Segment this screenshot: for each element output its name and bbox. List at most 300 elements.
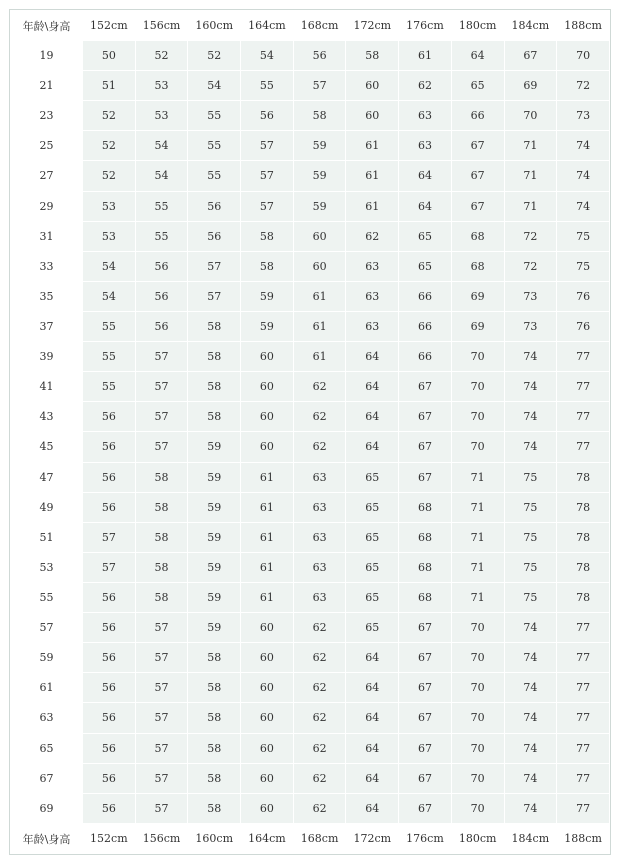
weight-cell: 63	[294, 493, 346, 522]
weight-cell: 76	[557, 282, 609, 311]
weight-cell: 67	[505, 41, 557, 70]
weight-cell: 62	[294, 734, 346, 763]
weight-cell: 67	[399, 734, 451, 763]
weight-cell: 65	[452, 71, 504, 100]
age-cell: 51	[11, 523, 82, 552]
weight-cell: 56	[83, 703, 135, 732]
weight-cell: 57	[136, 402, 188, 431]
weight-cell: 75	[505, 553, 557, 582]
table-row	[11, 432, 609, 461]
weight-cell: 62	[294, 613, 346, 642]
weight-cell: 56	[136, 282, 188, 311]
header-column-height: 156cm	[136, 11, 188, 40]
weight-cell: 71	[505, 192, 557, 221]
age-cell: 21	[11, 71, 82, 100]
header-column-height: 168cm	[294, 11, 346, 40]
weight-cell: 57	[188, 252, 240, 281]
weight-cell: 54	[83, 282, 135, 311]
weight-cell: 66	[399, 312, 451, 341]
weight-cell: 63	[346, 282, 398, 311]
weight-cell: 58	[188, 372, 240, 401]
footer-column-height: 160cm	[188, 824, 240, 853]
weight-cell: 64	[346, 643, 398, 672]
weight-cell: 68	[399, 493, 451, 522]
table-row	[11, 41, 609, 70]
age-cell: 69	[11, 794, 82, 823]
weight-cell: 50	[83, 41, 135, 70]
age-cell: 49	[11, 493, 82, 522]
footer-column-height: 164cm	[241, 824, 293, 853]
weight-cell: 72	[505, 222, 557, 251]
age-cell: 61	[11, 673, 82, 702]
weight-cell: 63	[399, 131, 451, 160]
weight-cell: 52	[83, 101, 135, 130]
weight-cell: 62	[294, 402, 346, 431]
weight-cell: 71	[452, 463, 504, 492]
footer-column-height: 188cm	[557, 824, 609, 853]
table-row	[11, 71, 609, 100]
weight-cell: 68	[452, 222, 504, 251]
weight-cell: 69	[452, 282, 504, 311]
weight-cell: 74	[505, 613, 557, 642]
age-cell: 25	[11, 131, 82, 160]
table-row	[11, 613, 609, 642]
table-row	[11, 222, 609, 251]
weight-cell: 70	[452, 703, 504, 732]
weight-cell: 57	[136, 764, 188, 793]
weight-cell: 75	[505, 463, 557, 492]
header-column-height: 180cm	[452, 11, 504, 40]
header-column-height: 172cm	[346, 11, 398, 40]
weight-cell: 64	[346, 703, 398, 732]
weight-cell: 60	[241, 372, 293, 401]
weight-cell: 57	[188, 282, 240, 311]
weight-cell: 70	[452, 643, 504, 672]
weight-cell: 55	[188, 101, 240, 130]
weight-cell: 59	[294, 161, 346, 190]
weight-cell: 72	[505, 252, 557, 281]
weight-cell: 62	[294, 703, 346, 732]
weight-cell: 67	[399, 794, 451, 823]
weight-cell: 54	[241, 41, 293, 70]
weight-cell: 58	[188, 764, 240, 793]
age-cell: 67	[11, 764, 82, 793]
weight-cell: 65	[346, 523, 398, 552]
weight-cell: 59	[294, 131, 346, 160]
weight-cell: 57	[241, 192, 293, 221]
table-row	[11, 402, 609, 431]
footer-column-height: 172cm	[346, 824, 398, 853]
weight-cell: 59	[188, 463, 240, 492]
weight-cell: 58	[188, 734, 240, 763]
table-row	[11, 794, 609, 823]
weight-cell: 71	[505, 161, 557, 190]
weight-cell: 60	[294, 252, 346, 281]
weight-cell: 58	[294, 101, 346, 130]
age-cell: 33	[11, 252, 82, 281]
weight-cell: 59	[241, 312, 293, 341]
weight-cell: 57	[241, 131, 293, 160]
weight-cell: 61	[294, 282, 346, 311]
weight-cell: 55	[241, 71, 293, 100]
weight-cell: 59	[188, 583, 240, 612]
weight-cell: 57	[136, 794, 188, 823]
weight-cell: 58	[136, 583, 188, 612]
weight-cell: 59	[188, 523, 240, 552]
weight-cell: 67	[399, 703, 451, 732]
table-row	[11, 312, 609, 341]
weight-cell: 58	[188, 673, 240, 702]
weight-cell: 59	[188, 553, 240, 582]
weight-cell: 60	[294, 222, 346, 251]
table-row	[11, 673, 609, 702]
weight-cell: 64	[346, 372, 398, 401]
weight-cell: 76	[557, 312, 609, 341]
table-row	[11, 553, 609, 582]
weight-cell: 70	[452, 402, 504, 431]
weight-cell: 66	[399, 282, 451, 311]
weight-cell: 56	[83, 583, 135, 612]
weight-cell: 70	[452, 794, 504, 823]
weight-cell: 58	[188, 643, 240, 672]
weight-cell: 55	[188, 161, 240, 190]
age-cell: 57	[11, 613, 82, 642]
table-row	[11, 161, 609, 190]
weight-cell: 55	[136, 192, 188, 221]
weight-cell: 52	[136, 41, 188, 70]
weight-cell: 63	[294, 583, 346, 612]
age-cell: 65	[11, 734, 82, 763]
weight-cell: 60	[241, 402, 293, 431]
weight-cell: 64	[346, 402, 398, 431]
age-cell: 53	[11, 553, 82, 582]
weight-cell: 65	[346, 463, 398, 492]
weight-cell: 78	[557, 463, 609, 492]
weight-cell: 53	[83, 222, 135, 251]
weight-cell: 74	[505, 764, 557, 793]
age-cell: 29	[11, 192, 82, 221]
header-column-height: 152cm	[83, 11, 135, 40]
weight-cell: 70	[452, 673, 504, 702]
weight-cell: 62	[399, 71, 451, 100]
weight-cell: 74	[557, 131, 609, 160]
weight-cell: 58	[188, 703, 240, 732]
weight-cell: 56	[83, 402, 135, 431]
weight-cell: 61	[241, 523, 293, 552]
table-row	[11, 764, 609, 793]
weight-cell: 57	[241, 161, 293, 190]
weight-cell: 61	[346, 192, 398, 221]
table-row	[11, 342, 609, 371]
weight-cell: 78	[557, 583, 609, 612]
weight-cell: 62	[294, 372, 346, 401]
weight-cell: 68	[399, 523, 451, 552]
weight-cell: 56	[83, 643, 135, 672]
weight-cell: 64	[399, 192, 451, 221]
age-cell: 35	[11, 282, 82, 311]
weight-cell: 75	[505, 493, 557, 522]
header-column-height: 160cm	[188, 11, 240, 40]
weight-cell: 56	[188, 192, 240, 221]
weight-cell: 71	[452, 553, 504, 582]
table-header	[11, 11, 609, 40]
table-row	[11, 101, 609, 130]
weight-cell: 62	[294, 432, 346, 461]
weight-cell: 60	[241, 613, 293, 642]
weight-cell: 74	[505, 372, 557, 401]
weight-cell: 65	[346, 493, 398, 522]
weight-cell: 56	[83, 764, 135, 793]
weight-cell: 56	[294, 41, 346, 70]
age-cell: 23	[11, 101, 82, 130]
weight-cell: 57	[294, 71, 346, 100]
weight-cell: 70	[452, 613, 504, 642]
weight-cell: 60	[241, 794, 293, 823]
weight-cell: 52	[188, 41, 240, 70]
weight-cell: 60	[241, 764, 293, 793]
footer-column-height: 168cm	[294, 824, 346, 853]
weight-cell: 55	[136, 222, 188, 251]
weight-cell: 65	[346, 613, 398, 642]
weight-cell: 67	[399, 432, 451, 461]
age-cell: 63	[11, 703, 82, 732]
weight-cell: 67	[452, 131, 504, 160]
weight-cell: 58	[136, 463, 188, 492]
weight-cell: 61	[241, 553, 293, 582]
age-cell: 55	[11, 583, 82, 612]
weight-cell: 55	[188, 131, 240, 160]
weight-cell: 62	[294, 764, 346, 793]
weight-height-age-table	[10, 10, 610, 854]
weight-cell: 67	[399, 613, 451, 642]
weight-cell: 67	[399, 764, 451, 793]
weight-cell: 71	[452, 523, 504, 552]
weight-cell: 78	[557, 493, 609, 522]
weight-cell: 77	[557, 613, 609, 642]
table-row	[11, 282, 609, 311]
weight-cell: 58	[136, 493, 188, 522]
age-cell: 41	[11, 372, 82, 401]
weight-cell: 71	[505, 131, 557, 160]
age-cell: 59	[11, 643, 82, 672]
weight-cell: 57	[83, 553, 135, 582]
weight-cell: 59	[188, 432, 240, 461]
table-row	[11, 192, 609, 221]
footer-row	[11, 824, 609, 853]
weight-cell: 58	[241, 252, 293, 281]
table-row	[11, 463, 609, 492]
age-cell: 27	[11, 161, 82, 190]
weight-cell: 61	[241, 463, 293, 492]
weight-cell: 53	[136, 101, 188, 130]
weight-cell: 56	[83, 734, 135, 763]
weight-cell: 68	[452, 252, 504, 281]
footer-column-height: 176cm	[399, 824, 451, 853]
weight-cell: 77	[557, 764, 609, 793]
weight-cell: 58	[136, 553, 188, 582]
weight-cell: 61	[241, 493, 293, 522]
weight-cell: 70	[452, 734, 504, 763]
weight-cell: 78	[557, 553, 609, 582]
weight-cell: 58	[136, 523, 188, 552]
weight-cell: 74	[505, 402, 557, 431]
weight-cell: 60	[346, 71, 398, 100]
weight-cell: 59	[241, 282, 293, 311]
weight-cell: 74	[505, 734, 557, 763]
weight-cell: 65	[399, 222, 451, 251]
weight-cell: 73	[505, 282, 557, 311]
weight-cell: 56	[83, 794, 135, 823]
table-row	[11, 583, 609, 612]
table-row	[11, 252, 609, 281]
weight-cell: 74	[505, 643, 557, 672]
table-row	[11, 643, 609, 672]
weight-cell: 75	[505, 583, 557, 612]
weight-cell: 60	[241, 432, 293, 461]
age-cell: 43	[11, 402, 82, 431]
header-corner-label: 年龄\身高	[11, 11, 82, 40]
weight-cell: 56	[83, 613, 135, 642]
weight-cell: 65	[346, 553, 398, 582]
weight-cell: 56	[136, 312, 188, 341]
age-cell: 47	[11, 463, 82, 492]
weight-cell: 70	[452, 342, 504, 371]
header-column-height: 184cm	[505, 11, 557, 40]
weight-cell: 77	[557, 734, 609, 763]
weight-cell: 63	[399, 101, 451, 130]
weight-cell: 64	[346, 432, 398, 461]
weight-cell: 72	[557, 71, 609, 100]
weight-cell: 58	[188, 342, 240, 371]
weight-cell: 75	[505, 523, 557, 552]
weight-cell: 60	[241, 643, 293, 672]
weight-cell: 66	[452, 101, 504, 130]
weight-cell: 57	[136, 703, 188, 732]
weight-cell: 63	[346, 312, 398, 341]
weight-cell: 67	[399, 643, 451, 672]
weight-cell: 70	[557, 41, 609, 70]
weight-cell: 64	[346, 673, 398, 702]
weight-cell: 67	[452, 161, 504, 190]
weight-cell: 77	[557, 673, 609, 702]
weight-cell: 68	[399, 583, 451, 612]
weight-cell: 57	[136, 372, 188, 401]
weight-cell: 53	[136, 71, 188, 100]
weight-cell: 70	[505, 101, 557, 130]
weight-cell: 67	[399, 372, 451, 401]
weight-cell: 55	[83, 342, 135, 371]
weight-cell: 74	[505, 703, 557, 732]
weight-cell: 73	[557, 101, 609, 130]
footer-column-height: 156cm	[136, 824, 188, 853]
weight-cell: 55	[83, 312, 135, 341]
weight-cell: 63	[346, 252, 398, 281]
weight-cell: 57	[136, 342, 188, 371]
weight-cell: 65	[399, 252, 451, 281]
weight-cell: 60	[346, 101, 398, 130]
weight-cell: 54	[136, 161, 188, 190]
weight-cell: 60	[241, 703, 293, 732]
weight-cell: 70	[452, 372, 504, 401]
weight-cell: 56	[83, 493, 135, 522]
weight-cell: 61	[241, 583, 293, 612]
header-column-height: 164cm	[241, 11, 293, 40]
weight-cell: 62	[346, 222, 398, 251]
weight-cell: 58	[241, 222, 293, 251]
table-row	[11, 372, 609, 401]
weight-cell: 64	[346, 794, 398, 823]
table-footer	[11, 824, 609, 853]
weight-cell: 57	[136, 432, 188, 461]
weight-cell: 61	[294, 312, 346, 341]
footer-column-height: 184cm	[505, 824, 557, 853]
footer-corner-label: 年龄\身高	[11, 824, 82, 853]
table-container	[9, 9, 611, 855]
weight-cell: 64	[346, 342, 398, 371]
weight-cell: 60	[241, 342, 293, 371]
weight-cell: 59	[188, 493, 240, 522]
weight-cell: 56	[188, 222, 240, 251]
weight-cell: 59	[188, 613, 240, 642]
weight-cell: 58	[188, 794, 240, 823]
weight-cell: 57	[83, 523, 135, 552]
weight-cell: 52	[83, 131, 135, 160]
weight-cell: 61	[399, 41, 451, 70]
age-cell: 37	[11, 312, 82, 341]
weight-cell: 58	[188, 402, 240, 431]
weight-cell: 54	[188, 71, 240, 100]
weight-cell: 73	[505, 312, 557, 341]
weight-cell: 64	[346, 764, 398, 793]
weight-cell: 51	[83, 71, 135, 100]
weight-cell: 74	[505, 342, 557, 371]
table-row	[11, 493, 609, 522]
weight-cell: 57	[136, 673, 188, 702]
weight-cell: 52	[83, 161, 135, 190]
weight-cell: 67	[399, 673, 451, 702]
weight-cell: 57	[136, 643, 188, 672]
weight-cell: 70	[452, 764, 504, 793]
weight-cell: 65	[346, 583, 398, 612]
weight-cell: 57	[136, 734, 188, 763]
weight-cell: 77	[557, 643, 609, 672]
weight-cell: 59	[294, 192, 346, 221]
table-row	[11, 523, 609, 552]
header-column-height: 176cm	[399, 11, 451, 40]
weight-cell: 70	[452, 432, 504, 461]
weight-cell: 60	[241, 734, 293, 763]
weight-cell: 74	[557, 192, 609, 221]
weight-cell: 66	[399, 342, 451, 371]
weight-cell: 63	[294, 553, 346, 582]
weight-cell: 60	[241, 673, 293, 702]
age-cell: 45	[11, 432, 82, 461]
weight-cell: 61	[346, 131, 398, 160]
weight-cell: 62	[294, 794, 346, 823]
weight-cell: 62	[294, 643, 346, 672]
weight-cell: 77	[557, 342, 609, 371]
weight-cell: 77	[557, 432, 609, 461]
weight-cell: 58	[346, 41, 398, 70]
header-row	[11, 11, 609, 40]
weight-cell: 77	[557, 372, 609, 401]
footer-column-height: 152cm	[83, 824, 135, 853]
weight-cell: 71	[452, 583, 504, 612]
age-cell: 39	[11, 342, 82, 371]
weight-cell: 74	[505, 794, 557, 823]
weight-cell: 74	[557, 161, 609, 190]
weight-cell: 71	[452, 493, 504, 522]
